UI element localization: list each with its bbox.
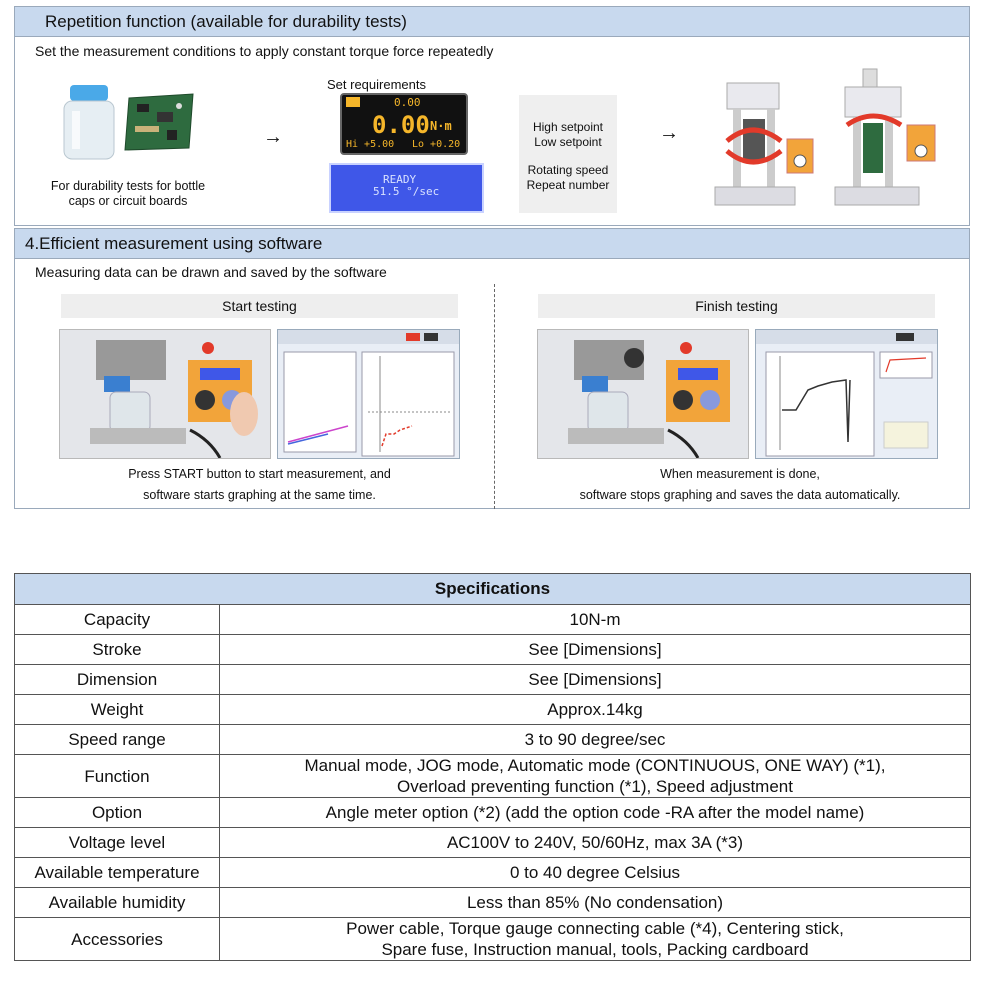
spec-key: Weight xyxy=(15,695,220,725)
samples-caption-line-1: For durability tests for bottle xyxy=(50,179,206,193)
spec-value xyxy=(220,918,971,961)
lcd-main-value: 0.00 xyxy=(372,111,430,139)
specifications-table xyxy=(14,573,971,961)
repetition-section xyxy=(14,6,970,226)
set-requirements-label: Set requirements xyxy=(327,77,426,92)
spec-value-line-2: Spare fuse, Instruction manual, tools, Packing cardboard xyxy=(381,940,809,959)
spec-value: Approx.14kg xyxy=(220,695,971,725)
settings-box xyxy=(519,95,617,213)
spec-key: Option xyxy=(15,798,220,828)
spec-key: Dimension xyxy=(15,665,220,695)
table-row xyxy=(15,695,971,725)
spec-value: 3 to 90 degree/sec xyxy=(220,725,971,755)
torque-tester-machine-image xyxy=(705,79,815,209)
spec-key: Available humidity xyxy=(15,888,220,918)
spec-key: Voltage level xyxy=(15,828,220,858)
start-testing-photo xyxy=(59,329,271,459)
spec-value: See [Dimensions] xyxy=(220,635,971,665)
table-row xyxy=(15,635,971,665)
spec-key: Function xyxy=(15,755,220,798)
spec-value-line-1: Power cable, Torque gauge connecting cable (*4), Centering stick, xyxy=(346,919,844,938)
table-row xyxy=(15,665,971,695)
start-caption-line-1: Press START button to start measurement, and xyxy=(128,467,391,481)
spec-key: Capacity xyxy=(15,605,220,635)
speed-display-lcd xyxy=(329,163,484,213)
start-testing-software-screenshot xyxy=(277,329,460,459)
finish-testing-title: Finish testing xyxy=(538,294,935,318)
spec-key: Stroke xyxy=(15,635,220,665)
finish-testing-photo xyxy=(537,329,749,459)
spec-value-line-1: Manual mode, JOG mode, Automatic mode (CONTINUOUS, ONE WAY) (*1), xyxy=(304,756,886,775)
repetition-header xyxy=(15,7,969,37)
table-row xyxy=(15,828,971,858)
specifications-title: Specifications xyxy=(15,574,971,605)
table-row xyxy=(15,798,971,828)
repeat-number-label: Repeat number xyxy=(526,178,610,192)
column-divider xyxy=(494,284,495,509)
torque-tester-machine-image-2 xyxy=(823,67,943,209)
spec-key: Accessories xyxy=(15,918,220,961)
arrow-right-icon: → xyxy=(263,126,283,148)
spec-value: Angle meter option (*2) (add the option code -RA after the model name) xyxy=(220,798,971,828)
spec-value: 10N-m xyxy=(220,605,971,635)
lcd-hi-value: Hi +5.00 xyxy=(346,139,395,150)
arrow-right-icon: → xyxy=(659,122,679,144)
spec-value: See [Dimensions] xyxy=(220,665,971,695)
table-row xyxy=(15,755,971,798)
circuit-board-image xyxy=(123,92,195,152)
software-subtitle: Measuring data can be drawn and saved by the software xyxy=(35,264,387,280)
finish-caption-line-1: When measurement is done, xyxy=(660,467,820,481)
spec-value xyxy=(220,755,971,798)
table-row xyxy=(15,725,971,755)
spec-key: Speed range xyxy=(15,725,220,755)
low-setpoint-label: Low setpoint xyxy=(534,135,602,149)
repetition-title: Repetition function (available for durability tests) xyxy=(45,12,407,31)
battery-icon xyxy=(346,97,360,107)
finish-testing-caption xyxy=(535,464,945,506)
software-title: 4.Efficient measurement using software xyxy=(25,234,323,253)
start-testing-caption xyxy=(61,464,458,506)
spec-key: Available temperature xyxy=(15,858,220,888)
table-row xyxy=(15,918,971,961)
lcd-top-value: 0.00 xyxy=(394,96,421,109)
finish-testing-software-screenshot xyxy=(755,329,938,459)
spec-value: Less than 85% (No condensation) xyxy=(220,888,971,918)
lcd-unit: N·m xyxy=(430,119,452,133)
software-section xyxy=(14,228,970,509)
start-caption-line-2: software starts graphing at the same time. xyxy=(143,488,376,502)
spec-value: 0 to 40 degree Celsius xyxy=(220,858,971,888)
software-header xyxy=(15,228,969,259)
high-setpoint-label: High setpoint xyxy=(532,120,604,134)
table-row xyxy=(15,888,971,918)
lcd-lo-value: Lo +0.20 xyxy=(412,139,461,150)
samples-caption xyxy=(31,179,225,209)
rotating-speed-label: Rotating speed xyxy=(527,163,609,177)
torque-display-lcd xyxy=(340,93,468,155)
bottle-image xyxy=(60,79,118,161)
table-row xyxy=(15,605,971,635)
spec-value: AC100V to 240V, 50/60Hz, max 3A (*3) xyxy=(220,828,971,858)
lcd2-line-1: READY xyxy=(383,173,417,186)
table-row xyxy=(15,858,971,888)
finish-caption-line-2: software stops graphing and saves the data automatically. xyxy=(579,488,901,502)
start-testing-title: Start testing xyxy=(61,294,458,318)
repetition-subtitle: Set the measurement conditions to apply constant torque force repeatedly xyxy=(35,43,494,59)
specifications-header-row xyxy=(15,574,971,605)
spec-value-line-2: Overload preventing function (*1), Speed adjustment xyxy=(397,777,793,796)
lcd2-line-2: 51.5 °/sec xyxy=(373,185,440,198)
samples-caption-line-2: caps or circuit boards xyxy=(68,194,188,208)
